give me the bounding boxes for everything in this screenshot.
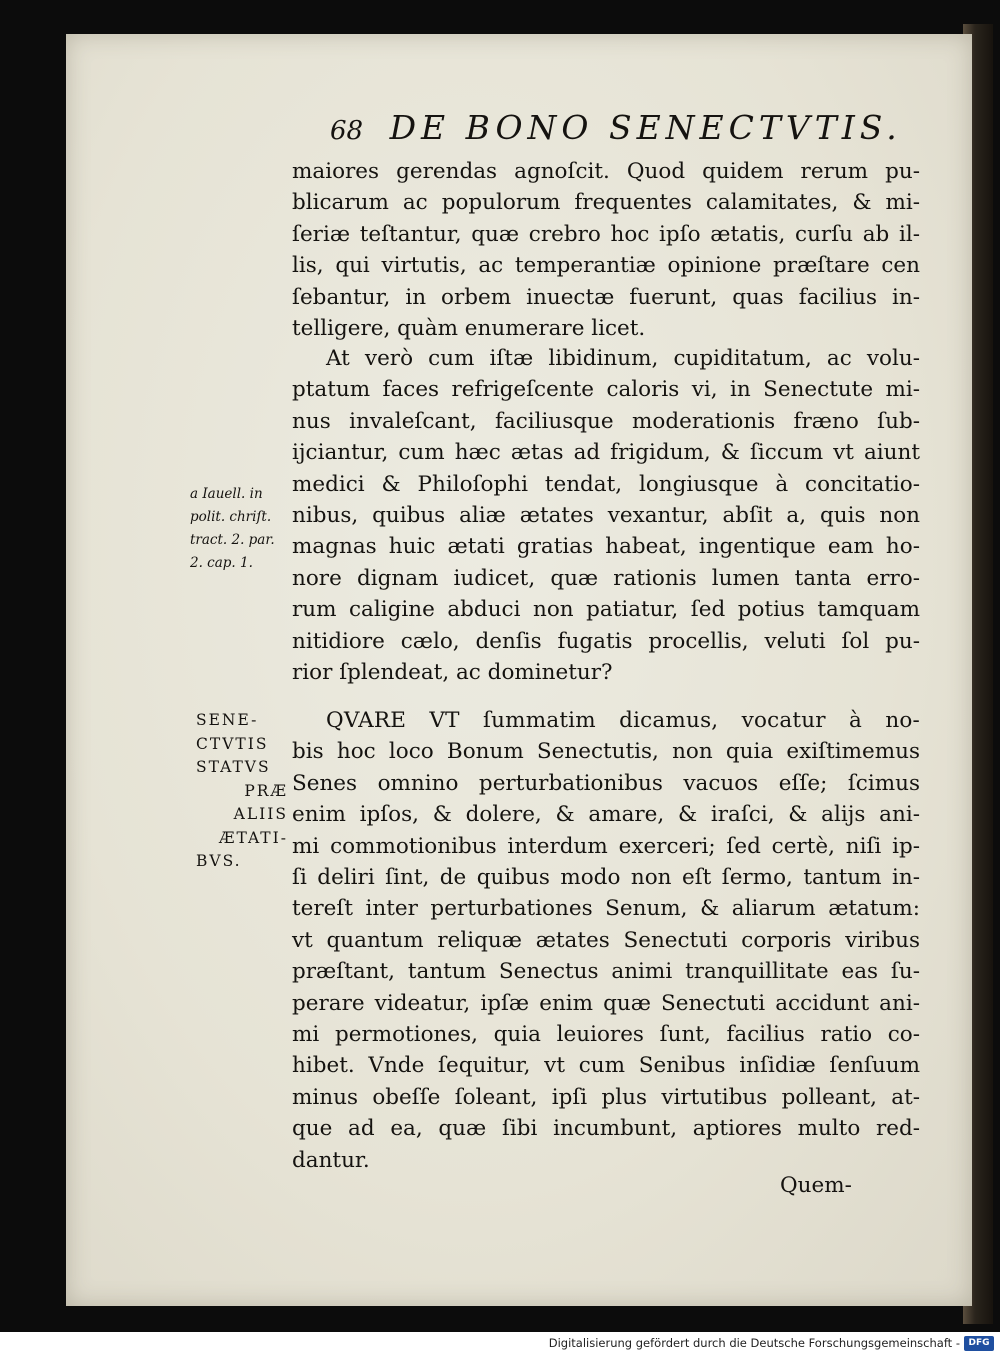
- text-line: QVARE VT ſummatim dicamus, vocatur à no-: [326, 708, 920, 733]
- text-line: bis hoc loco Bonum Senectutis, non quia exiſtimemus: [292, 739, 920, 765]
- text-line: dantur.: [292, 1147, 370, 1173]
- side-heading: [196, 709, 288, 874]
- footer-bar: [0, 1332, 1000, 1356]
- marginal-note-a: [190, 483, 300, 575]
- catchword: Quem-: [780, 1173, 852, 1198]
- text-line: que ad ea, quæ ſibi incumbunt, aptiores multo red-: [292, 1116, 920, 1142]
- paragraph-2: [292, 343, 920, 688]
- note-line: a Iauell. in: [190, 486, 263, 502]
- text-line: nibus, quibus aliæ ætates vexantur, abſit a, quis non: [292, 503, 920, 529]
- text-line: magnas huic ætati gratias habeat, ingentique eam ho-: [292, 534, 920, 560]
- text-line: ſebantur, in orbem inuectæ fuerunt, quas facilius in-: [292, 284, 920, 310]
- text-line: maiores gerendas agnoſcit. Quod quidem rerum pu-: [292, 159, 920, 184]
- text-line: Senes omnino perturbationibus vacuos eſſe; ſcimus: [292, 770, 920, 796]
- text-line: nore dignam iudicet, quæ rationis lumen tanta erro-: [292, 565, 920, 591]
- text-line: mi commotionibus interdum exerceri; ſed certè, niſi ip-: [292, 833, 920, 859]
- text-line: blicarum ac populorum frequentes calamitates, & mi-: [292, 190, 920, 216]
- side-heading-line: STATVS: [196, 758, 271, 776]
- text-line: ijciantur, cum hæc ætas ad frigidum, & ſiccum vt aiunt: [292, 440, 920, 466]
- side-heading-line: ALIIS: [233, 805, 288, 823]
- text-line: medici & Philoſophi tendat, longiusque à concitatio-: [292, 471, 920, 497]
- text-line: nitidiore cælo, denſis fugatis procellis, veluti ſol pu-: [292, 628, 920, 654]
- dfg-logo: DFG: [964, 1336, 994, 1351]
- side-heading-line: CTVTIS: [196, 734, 269, 753]
- paragraph-3: [292, 705, 920, 1176]
- text-line: rum caligine abduci non patiatur, ſed potius tamquam: [292, 597, 920, 623]
- text-line: At verò cum iſtæ libidinum, cupiditatum, ac volu-: [326, 346, 920, 371]
- running-header: [330, 108, 900, 147]
- note-line: 2. cap. 1.: [190, 555, 253, 571]
- text-line: telligere, quàm enumerare licet.: [292, 316, 646, 342]
- paragraph-1: [292, 156, 920, 344]
- text-line: præſtant, tantum Senectus animi tranquillitate eas ſu-: [292, 959, 920, 985]
- text-line: ſeriæ teſtantur, quæ crebro hoc ipſo ætatis, curſu ab il-: [292, 221, 920, 247]
- text-line: ſi deliri ſint, de quibus modo non eſt ſermo, tantum in-: [292, 865, 920, 891]
- side-heading-line: PRÆ: [244, 781, 288, 800]
- note-line: tract. 2. par.: [190, 532, 275, 548]
- text-line: perare videatur, ipſæ enim quæ Senectuti accidunt ani-: [292, 990, 920, 1016]
- note-line: polit. chriſt.: [190, 509, 272, 525]
- funding-note: Digitalisierung gefördert durch die Deutsche Forschungsgemeinschaft -: [548, 1336, 960, 1350]
- text-line: rior ſplendeat, ac dominetur?: [292, 660, 613, 686]
- text-line: vt quantum reliquæ ætates Senectuti corporis viribus: [292, 927, 920, 953]
- text-line: tereſt inter perturbationes Senum, & aliarum ætatum:: [292, 896, 920, 922]
- text-line: ptatum faces refrigeſcente caloris vi, in Senectute mi-: [292, 377, 920, 403]
- text-line: mi permotiones, quia leuiores ſunt, facilius ratio co-: [292, 1022, 920, 1048]
- side-heading-line: SENE-: [196, 711, 259, 729]
- text-line: enim ipſos, & dolere, & amare, & iraſci, & alijs ani-: [292, 802, 920, 828]
- text-line: minus obeſſe ſoleant, ipſi plus virtutibus polleant, at-: [292, 1084, 920, 1110]
- side-heading-line: BVS.: [196, 852, 242, 870]
- running-title: DE BONO SENECTVTIS.: [389, 108, 902, 147]
- side-heading-line: ÆTATI-: [218, 828, 288, 847]
- page-number: 68: [330, 116, 364, 146]
- text-line: lis, qui virtutis, ac temperantiæ opinione præſtare cen: [292, 253, 920, 279]
- text-line: hibet. Vnde ſequitur, vt cum Senibus inſidiæ ſenſuum: [292, 1053, 920, 1079]
- text-line: nus invaleſcant, faciliusque moderationis fræno ſub-: [292, 408, 920, 434]
